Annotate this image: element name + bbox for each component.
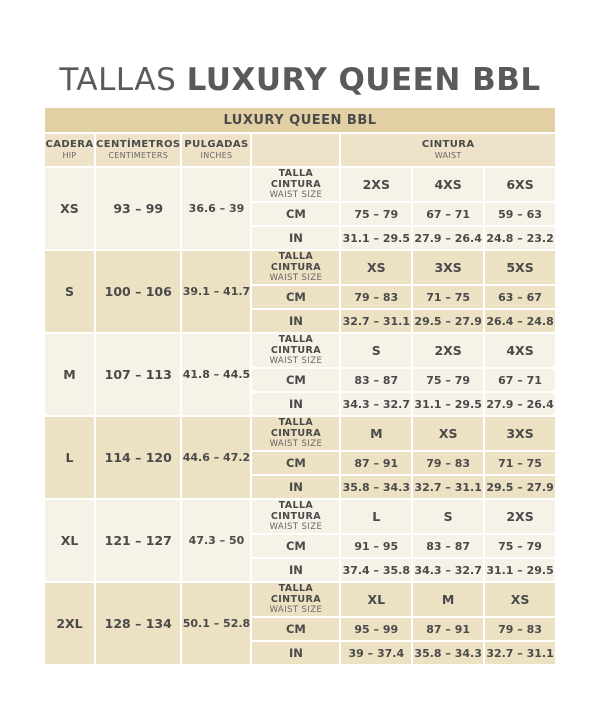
- waist-size-value: 2XS: [413, 334, 483, 367]
- hip-centimeters: 114 – 120: [96, 417, 181, 498]
- waist-in-label: IN: [252, 393, 339, 415]
- table-band-title: LUXURY QUEEN BBL: [45, 108, 555, 132]
- waist-in-value: 29.5 – 27.9: [413, 310, 483, 332]
- waist-cm-label: CM: [252, 535, 339, 557]
- waist-size-value: M: [341, 417, 411, 450]
- waist-size-label: TALLA CINTURA WAIST SIZE: [252, 500, 339, 533]
- waist-size-value: XS: [413, 417, 483, 450]
- waist-size-label: TALLA CINTURA WAIST SIZE: [252, 334, 339, 367]
- header-blank: [252, 134, 339, 166]
- header-inches: PULGADAS INCHES: [182, 134, 250, 166]
- waist-cm-value: 67 – 71: [485, 369, 555, 391]
- hip-inches: 39.1 – 41.7: [182, 251, 250, 332]
- waist-in-value: 29.5 – 27.9: [485, 476, 555, 498]
- waist-size-label: TALLA CINTURA WAIST SIZE: [252, 251, 339, 284]
- hip-centimeters: 128 – 134: [96, 583, 181, 664]
- waist-in-value: 34.3 – 32.7: [413, 559, 483, 581]
- waist-in-label: IN: [252, 642, 339, 664]
- waist-in-value: 39 – 37.4: [341, 642, 411, 664]
- waist-cm-value: 95 – 99: [341, 618, 411, 640]
- hip-size: M: [45, 334, 94, 415]
- hip-inches: 47.3 – 50: [182, 500, 250, 581]
- waist-size-value: 3XS: [485, 417, 555, 450]
- hip-centimeters: 107 – 113: [96, 334, 181, 415]
- hip-size: XL: [45, 500, 94, 581]
- waist-cm-value: 79 – 83: [413, 452, 483, 474]
- page-title-light: TALLAS: [59, 62, 187, 98]
- waist-in-value: 27.9 – 26.4: [485, 393, 555, 415]
- waist-size-value: 5XS: [485, 251, 555, 284]
- header-hip: CADERA HIP: [45, 134, 94, 166]
- waist-in-label: IN: [252, 310, 339, 332]
- waist-cm-value: 71 – 75: [485, 452, 555, 474]
- waist-cm-value: 87 – 91: [413, 618, 483, 640]
- hip-size: XS: [45, 168, 94, 249]
- waist-cm-label: CM: [252, 369, 339, 391]
- waist-size-label: TALLA CINTURA WAIST SIZE: [252, 168, 339, 201]
- table-row-waist-size: [45, 583, 555, 616]
- hip-inches: 50.1 – 52.8: [182, 583, 250, 664]
- waist-cm-label: CM: [252, 618, 339, 640]
- waist-in-value: 31.1 – 29.5: [341, 227, 411, 249]
- waist-size-value: M: [413, 583, 483, 616]
- waist-in-value: 32.7 – 31.1: [413, 476, 483, 498]
- waist-in-value: 31.1 – 29.5: [485, 559, 555, 581]
- waist-size-value: 2XS: [485, 500, 555, 533]
- waist-size-value: 2XS: [341, 168, 411, 201]
- hip-centimeters: 100 – 106: [96, 251, 181, 332]
- waist-cm-value: 79 – 83: [485, 618, 555, 640]
- waist-size-value: S: [341, 334, 411, 367]
- waist-size-value: 3XS: [413, 251, 483, 284]
- waist-in-value: 26.4 – 24.8: [485, 310, 555, 332]
- waist-in-value: 34.3 – 32.7: [341, 393, 411, 415]
- waist-cm-value: 87 – 91: [341, 452, 411, 474]
- waist-cm-value: 71 – 75: [413, 286, 483, 308]
- waist-in-label: IN: [252, 476, 339, 498]
- waist-cm-value: 79 – 83: [341, 286, 411, 308]
- table-row-waist-size: [45, 500, 555, 533]
- waist-size-value: S: [413, 500, 483, 533]
- waist-cm-label: CM: [252, 286, 339, 308]
- waist-size-value: 6XS: [485, 168, 555, 201]
- waist-in-value: 31.1 – 29.5: [413, 393, 483, 415]
- page-title-bold: LUXURY QUEEN BBL: [186, 62, 541, 98]
- waist-in-label: IN: [252, 227, 339, 249]
- page-title: [0, 62, 600, 98]
- waist-size-value: XS: [341, 251, 411, 284]
- waist-cm-value: 75 – 79: [485, 535, 555, 557]
- waist-size-value: 4XS: [413, 168, 483, 201]
- waist-cm-value: 91 – 95: [341, 535, 411, 557]
- waist-size-value: XL: [341, 583, 411, 616]
- table-row-waist-size: [45, 334, 555, 367]
- waist-cm-value: 83 – 87: [413, 535, 483, 557]
- table-row-waist-size: [45, 417, 555, 450]
- waist-cm-value: 63 – 67: [485, 286, 555, 308]
- waist-size-label: TALLA CINTURA WAIST SIZE: [252, 417, 339, 450]
- waist-cm-value: 83 – 87: [341, 369, 411, 391]
- waist-cm-value: 67 – 71: [413, 203, 483, 225]
- header-centimeters: CENTÍMETROS CENTIMETERS: [96, 134, 181, 166]
- waist-in-value: 27.9 – 26.4: [413, 227, 483, 249]
- waist-in-value: 37.4 – 35.8: [341, 559, 411, 581]
- waist-size-value: XS: [485, 583, 555, 616]
- waist-cm-value: 75 – 79: [413, 369, 483, 391]
- waist-size-value: 4XS: [485, 334, 555, 367]
- waist-cm-label: CM: [252, 203, 339, 225]
- table-row-waist-size: [45, 168, 555, 201]
- hip-size: L: [45, 417, 94, 498]
- hip-centimeters: 121 – 127: [96, 500, 181, 581]
- waist-in-value: 32.7 – 31.1: [485, 642, 555, 664]
- table-row-waist-size: [45, 251, 555, 284]
- waist-size-value: L: [341, 500, 411, 533]
- size-chart-table: [43, 106, 557, 666]
- waist-in-value: 35.8 – 34.3: [341, 476, 411, 498]
- hip-inches: 41.8 – 44.5: [182, 334, 250, 415]
- waist-size-label: TALLA CINTURA WAIST SIZE: [252, 583, 339, 616]
- waist-in-label: IN: [252, 559, 339, 581]
- hip-size: S: [45, 251, 94, 332]
- waist-in-value: 35.8 – 34.3: [413, 642, 483, 664]
- hip-centimeters: 93 – 99: [96, 168, 181, 249]
- waist-cm-label: CM: [252, 452, 339, 474]
- waist-in-value: 24.8 – 23.2: [485, 227, 555, 249]
- header-waist: CINTURA WAIST: [341, 134, 555, 166]
- waist-cm-value: 75 – 79: [341, 203, 411, 225]
- hip-inches: 44.6 – 47.2: [182, 417, 250, 498]
- waist-in-value: 32.7 – 31.1: [341, 310, 411, 332]
- hip-size: 2XL: [45, 583, 94, 664]
- hip-inches: 36.6 – 39: [182, 168, 250, 249]
- waist-cm-value: 59 – 63: [485, 203, 555, 225]
